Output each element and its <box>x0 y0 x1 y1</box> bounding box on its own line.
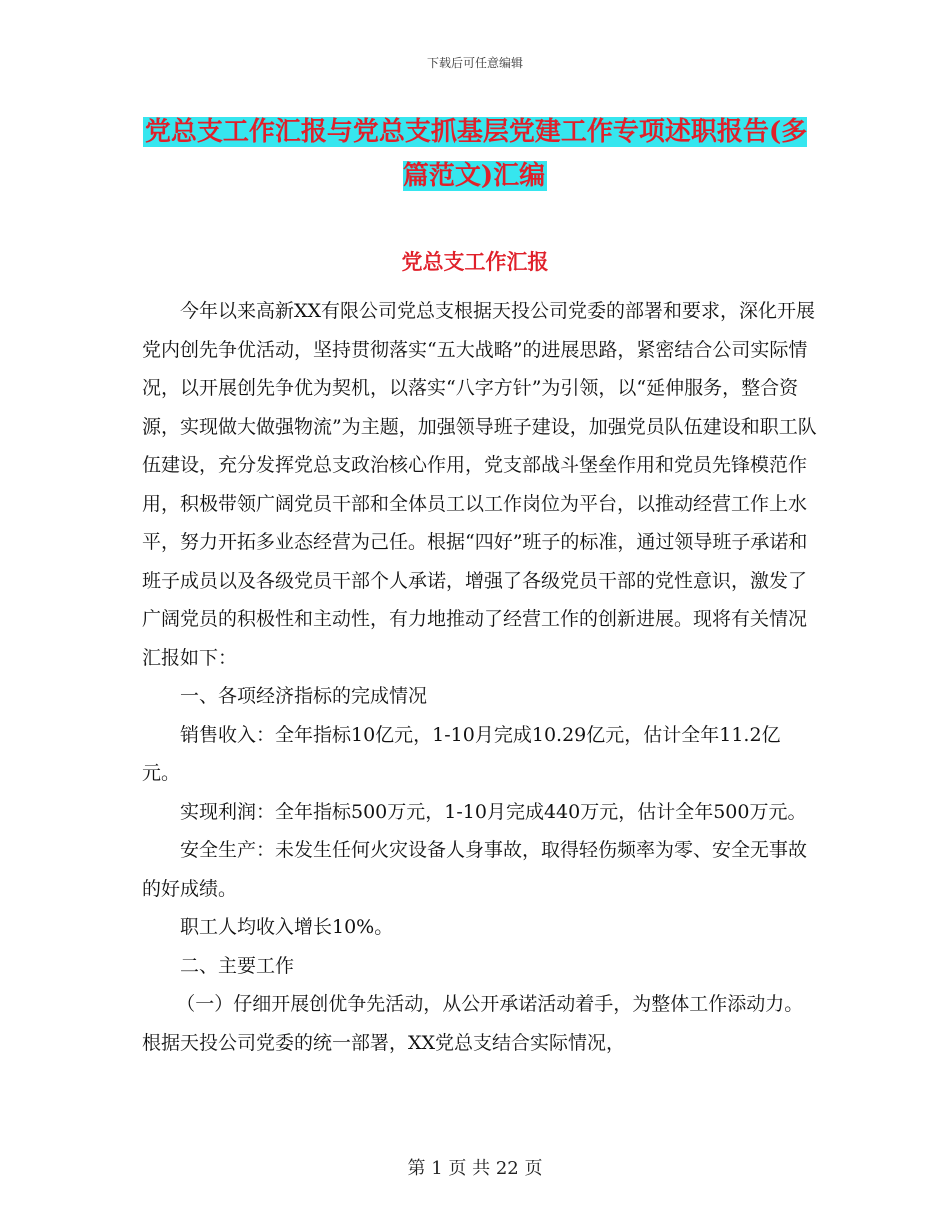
section-heading: 一、各项经济指标的完成情况 <box>180 685 428 707</box>
document-body <box>142 292 818 1062</box>
body-paragraph: 职工人均收入增长10%。 <box>180 916 394 938</box>
document-title <box>140 110 810 198</box>
section-title: 党总支工作汇报 <box>401 249 549 274</box>
body-paragraph: 今年以来高新XX有限公司党总支根据天投公司党委的部署和要求，深化开展党内创先争优活动，坚持贯彻落实“五大战略”的进展思路，紧密结合公司实际情况，以开展创先争优为契机，以落实“八字方针”为引领，以“延伸服务，整合资源，实现做大做强物流”为主题，加强领导班子建设，加强党员队伍建设和职工队伍建设，充分发挥党总支政治核心作用，党支部战斗堡垒作用和党员先锋模范作用，积极带领广阔党员干部和全体员工以工作岗位为平台，以推动经营工作上水平，努力开拓多业态经营为己任。根据“四好”班子的标准，通过领导班子承诺和班子成员以及各级党员干部个人承诺，增强了各级党员干部的党性意识，激发了广阔党员的积极性和主动性，有力地推动了经营工作的创新进展。现将有关情况汇报如下： <box>142 300 817 669</box>
body-paragraph: （一）仔细开展创优争先活动，从公开承诺活动着手，为整体工作添动力。根据天投公司党委的统一部署，XX党总支结合实际情况， <box>142 993 804 1054</box>
body-paragraph: 销售收入：全年指标10亿元，1-10月完成10.29亿元，估计全年11.2亿元。 <box>142 723 781 784</box>
page-header: 下载后可任意编辑 <box>426 56 523 70</box>
body-paragraph: 安全生产：未发生任何火灾设备人身事故，取得轻伤频率为零、安全无事故的好成绩。 <box>142 839 808 900</box>
document-title-text: 党总支工作汇报与党总支抓基层党建工作专项述职报告(多篇范文)汇编 <box>144 117 808 191</box>
section-heading: 二、主要工作 <box>180 954 295 977</box>
body-paragraph: 实现利润：全年指标500万元，1-10月完成440万元，估计全年500万元。 <box>180 800 807 823</box>
page-footer: 第 1 页 共 22 页 <box>407 1158 543 1179</box>
